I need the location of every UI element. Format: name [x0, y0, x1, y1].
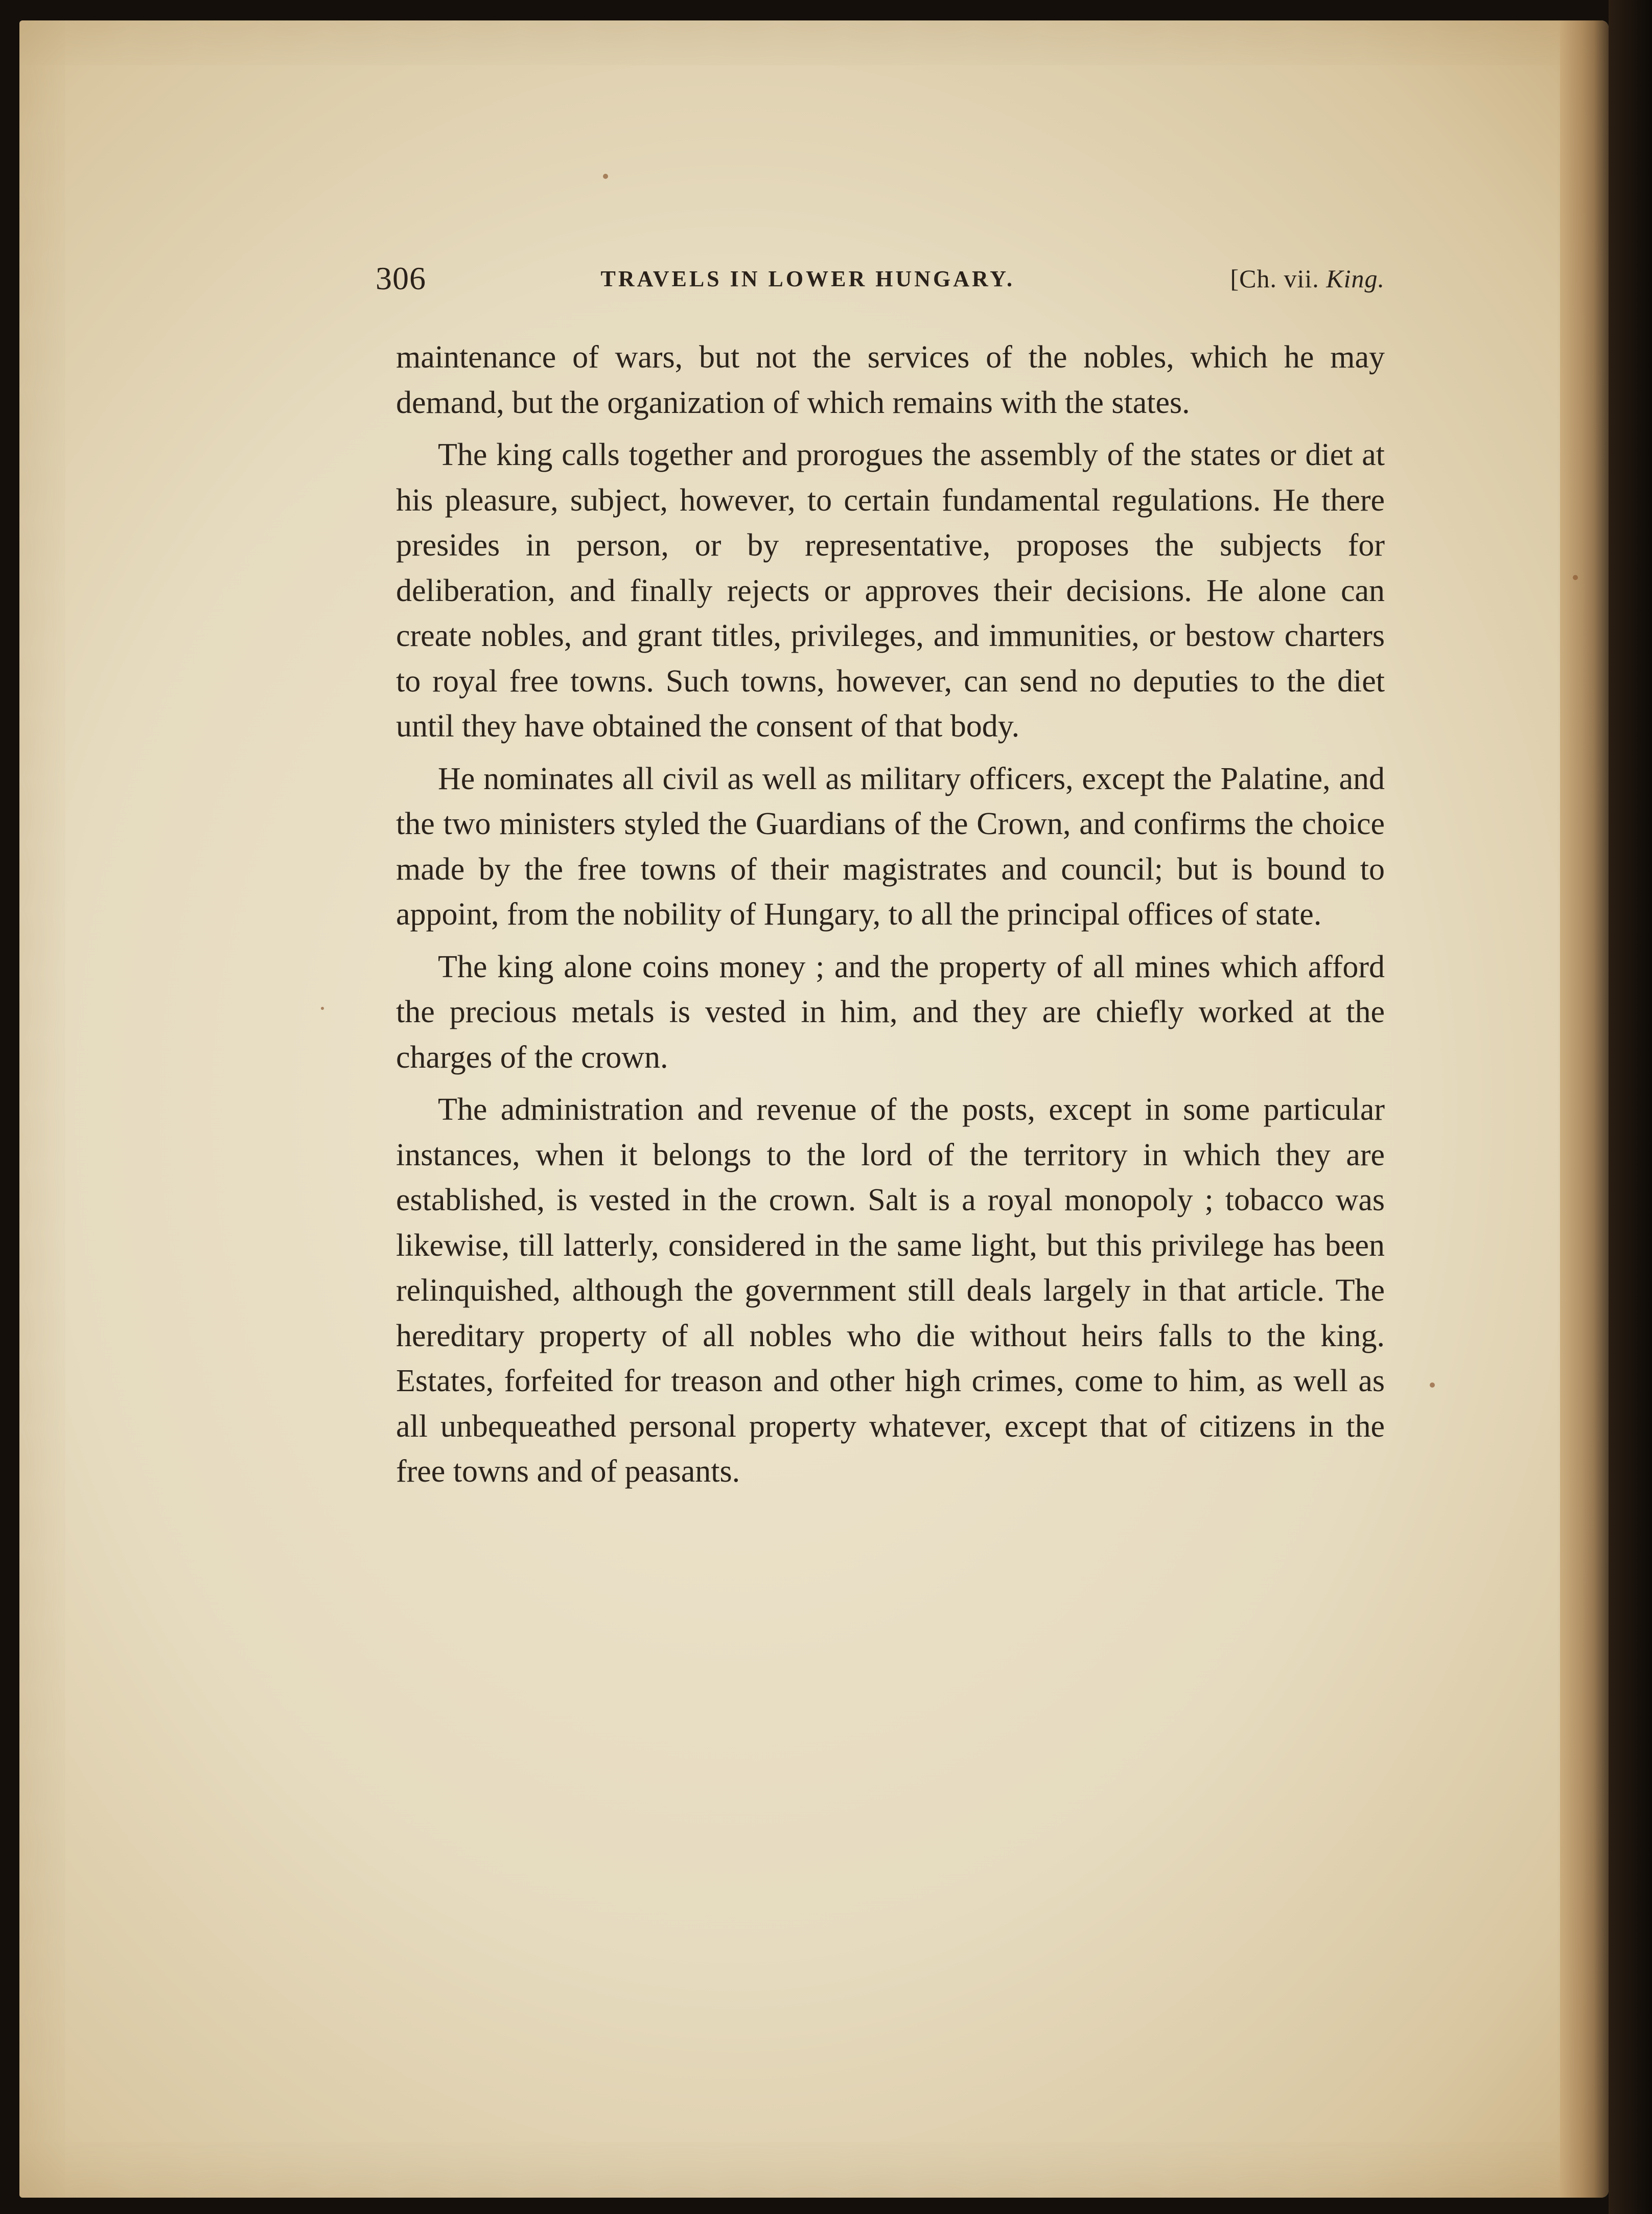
running-title: TRAVELS IN LOWER HUNGARY. — [600, 266, 1015, 291]
paragraph-revenue: The administration and revenue of the posts, except in some particular instances, when it belongs to the lord of the territory in which they are established, is vested in the crown. Salt is a royal monopoly ; tobacco was likewise, till latterly, considered in the same light, but this privilege has been relinquished, although the government still deals largely in that article. The hereditary property of all nobles who die without heirs falls to the king. Estates, forfeited for treason and other high crimes, come to him, as well as all unbequeathed personal property whatever, except that of citizens in the free towns and of peasants. — [396, 1092, 1385, 1489]
running-header — [376, 256, 1385, 302]
paper-fleck — [1430, 1382, 1435, 1388]
paragraph-diet: The king calls together and prorogues the assembly of the states or diet at his pleasure, subject, however, to certain fundamental regulations. He there presides in person, or by representative, proposes the subjects for deliberation, and finally rejects or approves their decisions. He alone can create nobles, and grant titles, privileges, and immunities, or bestow charters to royal free towns. Such towns, however, can send no deputies to the diet until they have obtained the consent of that body. — [396, 437, 1385, 744]
paragraph-continuation: maintenance of wars, but not the services of the nobles, which he may demand, but the organization of which remains with the states. — [396, 340, 1385, 420]
paper-fleck — [603, 174, 608, 179]
page-number: 306 — [376, 260, 426, 296]
paragraph-coinage: The king alone coins money ; and the property of all mines which afford the precious metals is vested in him, and they are chiefly worked at the charges of the crown. — [396, 949, 1385, 1075]
chapter-prefix: [Ch. vii. — [1230, 264, 1319, 293]
chapter-topic: King. — [1326, 264, 1385, 293]
paper-fleck — [1573, 575, 1578, 580]
body-text — [396, 335, 1385, 1502]
paragraph-officers: He nominates all civil as well as military officers, except the Palatine, and the two ministers styled the Guardians of the Crown, and confirms the choice made by the free towns of their magistrates and council; but is bound to appoint, from the nobility of Hungary, to all the principal offices of state. — [396, 761, 1385, 932]
book-spine — [1609, 0, 1652, 2214]
chapter-reference — [1230, 264, 1385, 293]
page-edge-shadow — [1560, 20, 1609, 2198]
paper-fleck — [321, 1007, 324, 1010]
